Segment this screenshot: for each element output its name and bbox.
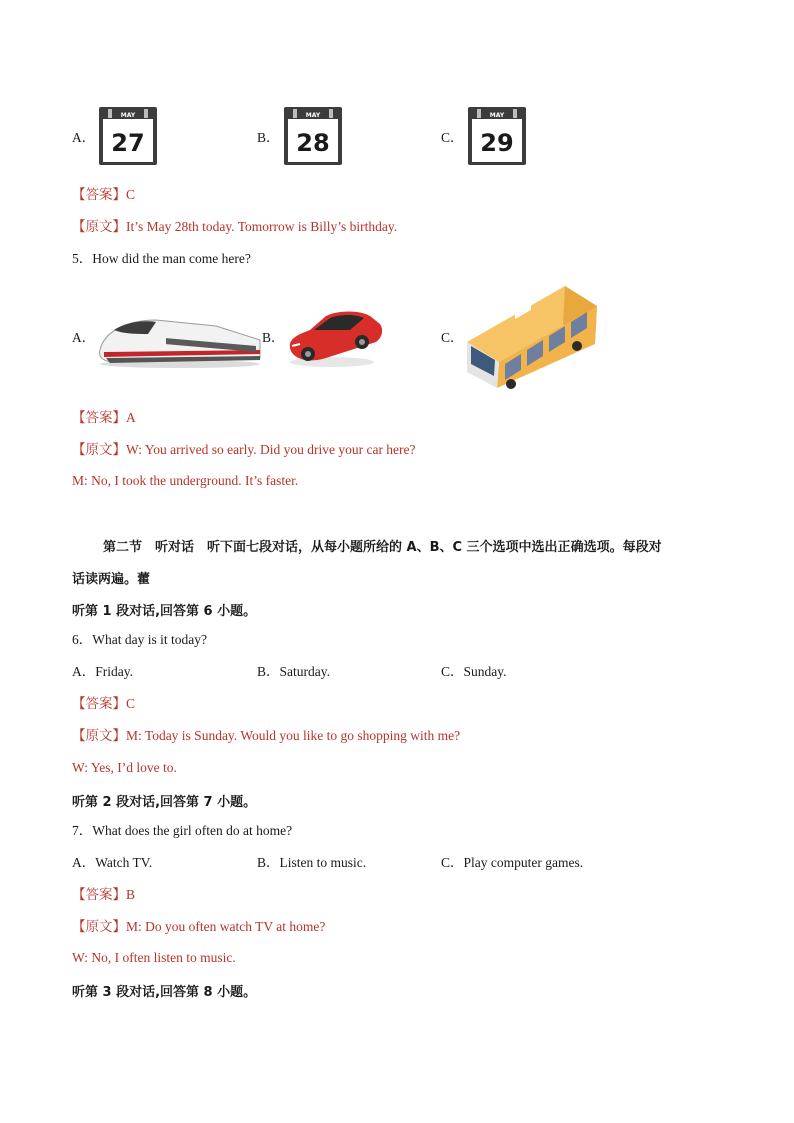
transcript-text: It’s May 28th today. Tomorrow is Billy’s birthday. xyxy=(126,219,398,234)
answer-value: C xyxy=(126,187,136,202)
q7-option-c: C．Play computer games. xyxy=(441,855,584,870)
q5-transcript xyxy=(72,441,416,459)
calendar-icon xyxy=(98,106,158,166)
q6-question: 6．What day is it today? xyxy=(72,632,207,647)
transcript-text: W: You arrived so early. Did you drive your car here? xyxy=(126,442,416,457)
bus-icon xyxy=(465,284,599,390)
q4-option-b-letter: B． xyxy=(257,130,280,145)
dialogue-intro: 听第 2 段对话,回答第 7 小题。 xyxy=(72,795,257,810)
transcript-label: 【原文】 xyxy=(72,728,126,744)
dialogue-intro: 听第 1 段对话,回答第 6 小题。 xyxy=(72,604,257,619)
q7-option-b: B．Listen to music. xyxy=(257,855,367,870)
q7-transcript xyxy=(72,918,325,936)
q5-transcript-line2: M: No, I took the underground. It’s faster. xyxy=(72,473,299,488)
q6-transcript-line2: W: Yes, I’d love to. xyxy=(72,760,177,775)
answer-value: C xyxy=(126,696,136,711)
calendar-icon xyxy=(283,106,343,166)
calendar-month: MAY xyxy=(120,112,136,119)
car-icon xyxy=(286,304,384,370)
transcript-text: M: Do you often watch TV at home? xyxy=(126,919,326,934)
q6-option-c: C．Sunday. xyxy=(441,664,507,679)
answer-label: 【答案】 xyxy=(72,887,126,903)
transcript-label: 【原文】 xyxy=(72,219,126,235)
calendar-day: 29 xyxy=(480,129,514,157)
transcript-label: 【原文】 xyxy=(72,442,126,458)
answer-value: B xyxy=(126,887,136,902)
q5-question: 5．How did the man come here? xyxy=(72,251,251,266)
q7-question: 7．What does the girl often do at home? xyxy=(72,823,293,838)
calendar-day: 27 xyxy=(111,129,145,157)
q6-option-b: B．Saturday. xyxy=(257,664,330,679)
transcript-text: M: Today is Sunday. Would you like to go shopping with me? xyxy=(126,728,461,743)
dialogue-intro: 听第 3 段对话,回答第 8 小题。 xyxy=(72,985,257,1000)
q5-option-c-letter: C． xyxy=(441,330,464,345)
calendar-icon xyxy=(467,106,527,166)
q5-option-b-letter: B． xyxy=(262,330,285,345)
calendar-month: MAY xyxy=(305,112,321,119)
answer-label: 【答案】 xyxy=(72,187,126,203)
q6-answer xyxy=(72,695,135,713)
q6-transcript xyxy=(72,727,460,745)
section-heading: 第二节 听对话 听下面七段对话，从每小题所给的 A、B、C 三个选项中选出正确选项。每段对 xyxy=(103,540,662,555)
q7-transcript-line2: W: No, I often listen to music. xyxy=(72,950,236,965)
q4-transcript xyxy=(72,218,397,236)
q4-answer xyxy=(72,186,135,204)
calendar-month: MAY xyxy=(489,112,505,119)
q7-answer xyxy=(72,886,135,904)
q5-answer xyxy=(72,409,136,427)
transcript-label: 【原文】 xyxy=(72,919,126,935)
train-icon xyxy=(96,312,262,370)
q4-option-a-letter: A． xyxy=(72,130,96,145)
section-heading-line2: 话读两遍。藿 xyxy=(72,572,151,587)
answer-value: A xyxy=(126,410,136,425)
q4-option-c-letter: C． xyxy=(441,130,464,145)
q6-option-a: A．Friday. xyxy=(72,664,133,679)
calendar-day: 28 xyxy=(296,129,330,157)
q5-option-a-letter: A． xyxy=(72,330,96,345)
answer-label: 【答案】 xyxy=(72,696,126,712)
answer-label: 【答案】 xyxy=(72,410,126,426)
q7-option-a: A．Watch TV. xyxy=(72,855,153,870)
